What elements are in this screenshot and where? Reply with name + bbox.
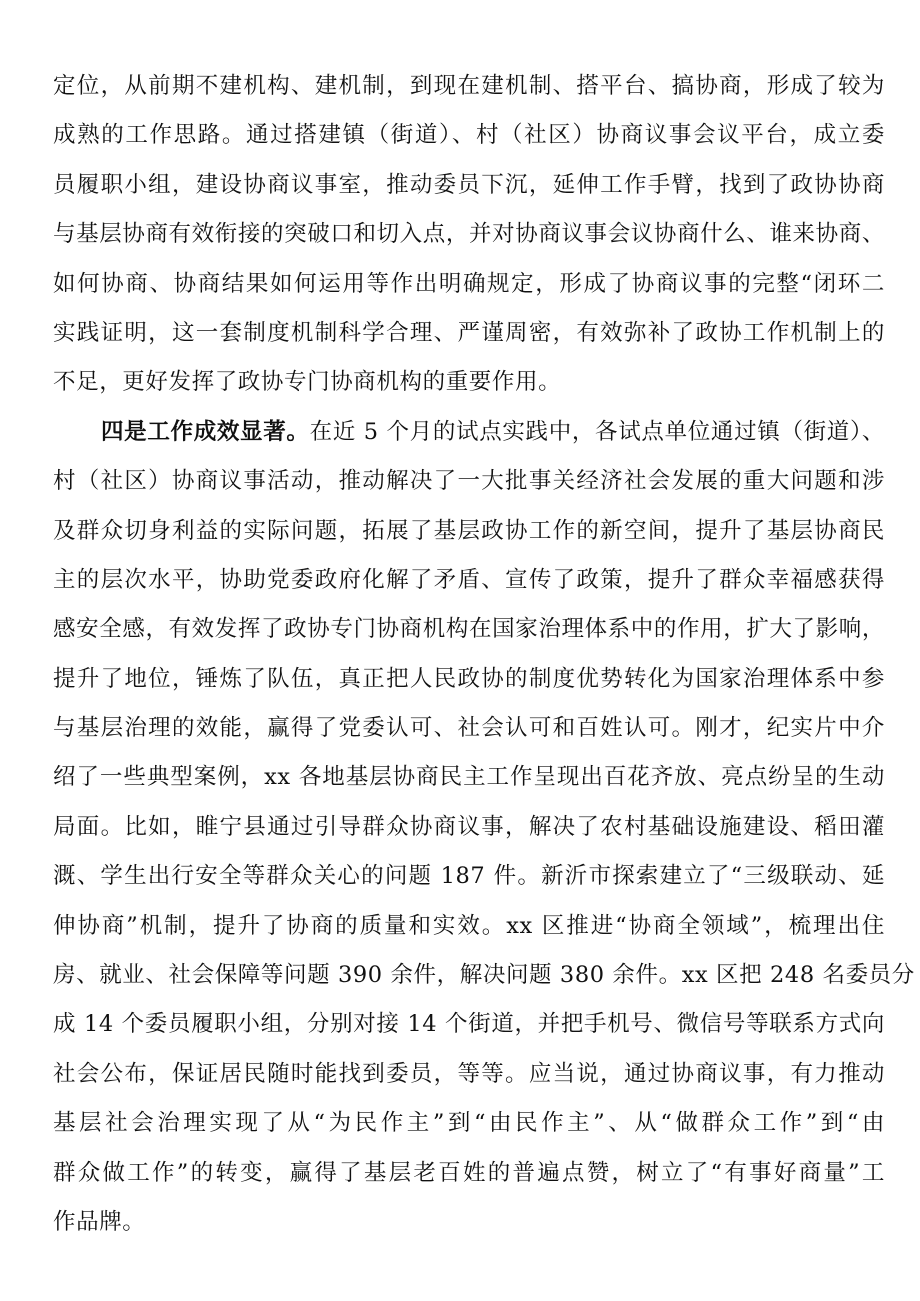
paragraph-first-line <box>53 408 885 457</box>
paragraph-line: 成 14 个委员履职小组，分别对接 14 个街道，并把手机号、微信号等联系方式向 <box>53 1011 885 1038</box>
paragraph-line: 社会公布，保证居民随时能找到委员，等等。应当说，通过协商议事，有力推动 <box>53 1060 885 1087</box>
paragraph-line: 实践证明，这一套制度机制科学合理、严谨周密，有效弥补了政协工作机制上的 <box>53 319 885 346</box>
paragraph-line: 员履职小组，建设协商议事室，推动委员下沉，延伸工作手臂，找到了政协协商 <box>53 171 885 198</box>
paragraph-line: 及群众切身利益的实际问题，拓展了基层政协工作的新空间，提升了基层协商民 <box>53 517 885 544</box>
paragraph-line-text: 在近 5 个月的试点实践中，各试点单位通过镇（街道）、 <box>309 418 885 445</box>
paragraph-line: 如何协商、协商结果如何运用等作出明确规定，形成了协商议事的完整“闭环二 <box>53 270 885 297</box>
document-page <box>53 62 915 1247</box>
paragraph-line: 绍了一些典型案例，xx 各地基层协商民主工作呈现出百花齐放、亮点纷呈的生动 <box>53 764 885 791</box>
paragraph-line: 作品牌。 <box>53 1208 146 1235</box>
paragraph-line: 局面。比如，睢宁县通过引导群众协商议事，解决了农村基础设施建设、稻田灌 <box>53 813 885 840</box>
paragraph-line: 定位，从前期不建机构、建机制，到现在建机制、搭平台、搞协商，形成了较为 <box>53 73 885 99</box>
paragraph-line: 伸协商”机制，提升了协商的质量和实效。xx 区推进“协商全领域”，梳理出住 <box>53 912 885 939</box>
paragraph-line: 村（社区）协商议事活动，推动解决了一大批事关经济社会发展的重大问题和涉 <box>53 468 885 495</box>
paragraph-1 <box>53 62 885 408</box>
paragraph-line: 主的层次水平，协助党委政府化解了矛盾、宣传了政策，提升了群众幸福感获得 <box>53 566 885 593</box>
paragraph-line: 房、就业、社会保障等问题 390 余件，解决问题 380 余件。xx 区把 248 名委员分 <box>53 962 915 989</box>
paragraph-line: 与基层协商有效衔接的突破口和切入点，并对协商议事会议协商什么、谁来协商、 <box>53 221 885 248</box>
paragraph-2 <box>53 408 915 1248</box>
paragraph-line: 成熟的工作思路。通过搭建镇（街道）、村（社区）协商议事会议平台，成立委 <box>53 122 885 149</box>
section-heading: 四是工作成效显著。 <box>101 418 310 445</box>
paragraph-line: 提升了地位，锤炼了队伍，真正把人民政协的制度优势转化为国家治理体系中参 <box>53 665 885 692</box>
paragraph-line: 溉、学生出行安全等群众关心的问题 187 件。新沂市探索建立了“三级联动、延 <box>53 863 885 890</box>
paragraph-line: 不足，更好发挥了政协专门协商机构的重要作用。 <box>53 369 562 396</box>
paragraph-line: 基层社会治理实现了从“为民作主”到“由民作主”、从“做群众工作”到“由 <box>53 1110 885 1137</box>
paragraph-line: 与基层治理的效能，赢得了党委认可、社会认可和百姓认可。刚才，纪实片中介 <box>53 715 885 742</box>
paragraph-line: 群众做工作”的转变，赢得了基层老百姓的普遍点赞，树立了“有事好商量”工 <box>53 1159 885 1186</box>
paragraph-line: 感安全感，有效发挥了政协专门协商机构在国家治理体系中的作用，扩大了影响， <box>53 616 885 643</box>
